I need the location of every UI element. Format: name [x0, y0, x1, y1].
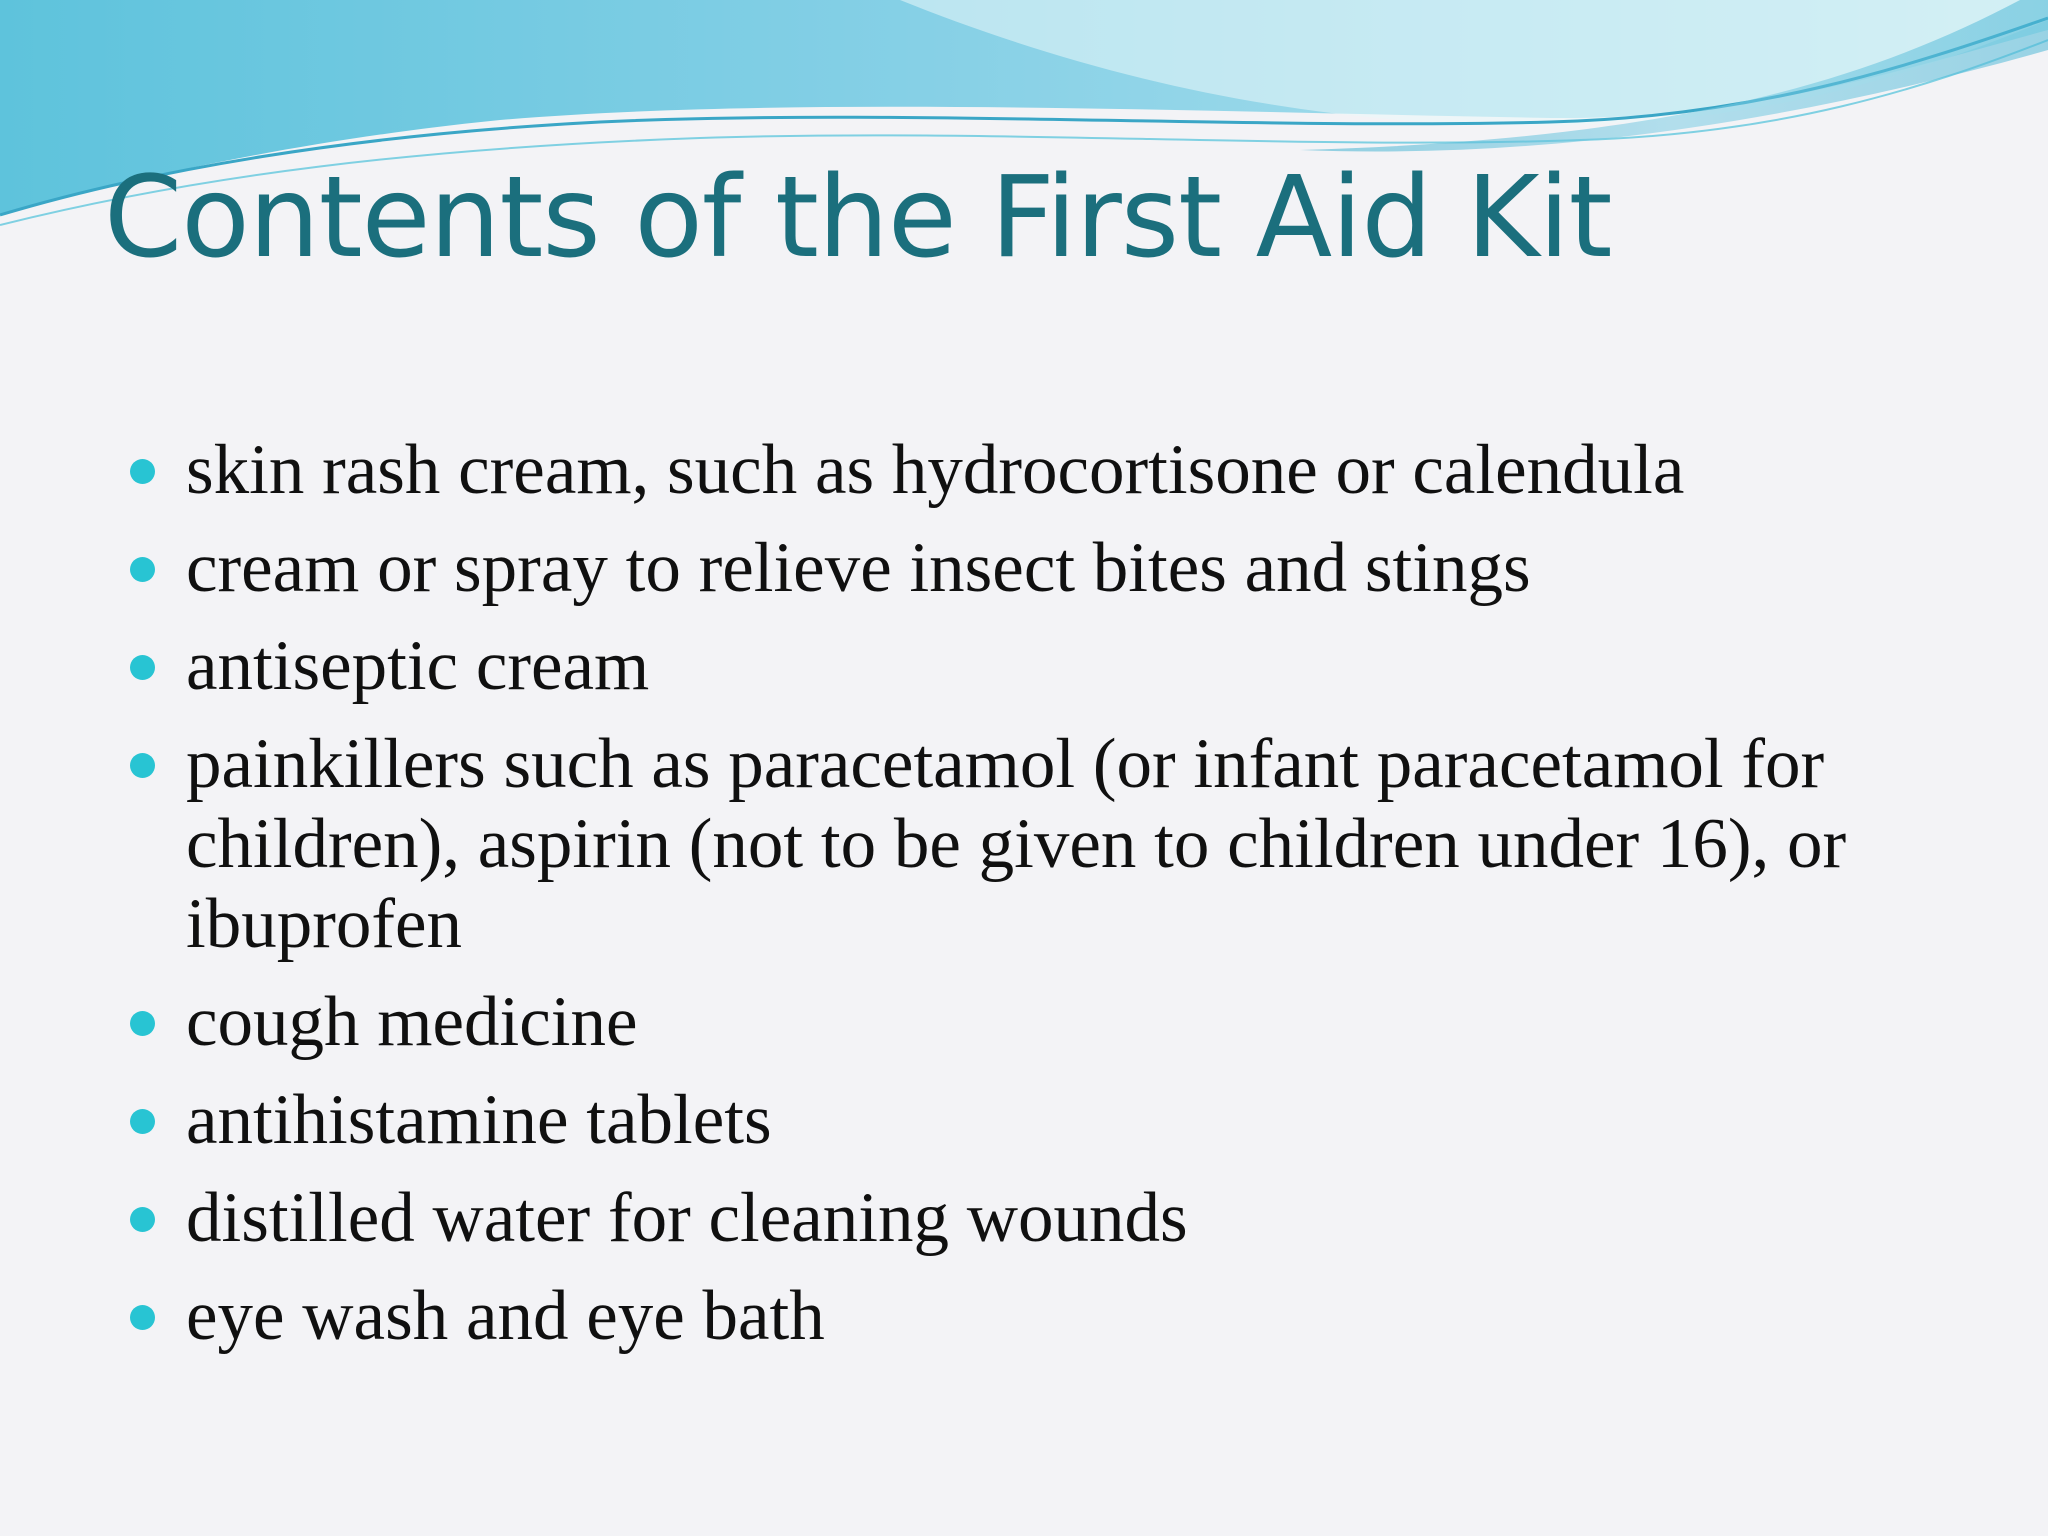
list-item-text: painkillers such as paracetamol (or infant paracetamol for children), aspirin (not to be given to children under 16), or ibuprofen [186, 725, 1847, 963]
list-item [126, 1276, 1986, 1356]
bullet-icon [130, 655, 155, 680]
list-item-text: cream or spray to relieve insect bites and stings [186, 529, 1531, 607]
bullet-icon [130, 557, 155, 582]
list-item [126, 724, 1986, 964]
list-item-text: eye wash and eye bath [186, 1277, 825, 1355]
list-item [126, 430, 1986, 510]
list-item [126, 982, 1986, 1062]
list-item-text: antiseptic cream [186, 627, 650, 705]
list-item-text: distilled water for cleaning wounds [186, 1179, 1188, 1257]
bullet-icon [130, 459, 155, 484]
bullet-icon [130, 1109, 155, 1134]
bullet-icon [130, 753, 155, 778]
list-item [126, 1080, 1986, 1160]
list-item-text: antihistamine tablets [186, 1081, 772, 1159]
list-item [126, 528, 1986, 608]
list-item-text: cough medicine [186, 983, 638, 1061]
bullet-list [126, 430, 1986, 1374]
bullet-icon [130, 1011, 155, 1036]
slide-title: Contents of the First Aid Kit [104, 153, 1612, 283]
list-item [126, 626, 1986, 706]
list-item-text: skin rash cream, such as hydrocortisone or calendula [186, 431, 1685, 509]
bullet-icon [130, 1207, 155, 1232]
list-item [126, 1178, 1986, 1258]
bullet-icon [130, 1305, 155, 1330]
